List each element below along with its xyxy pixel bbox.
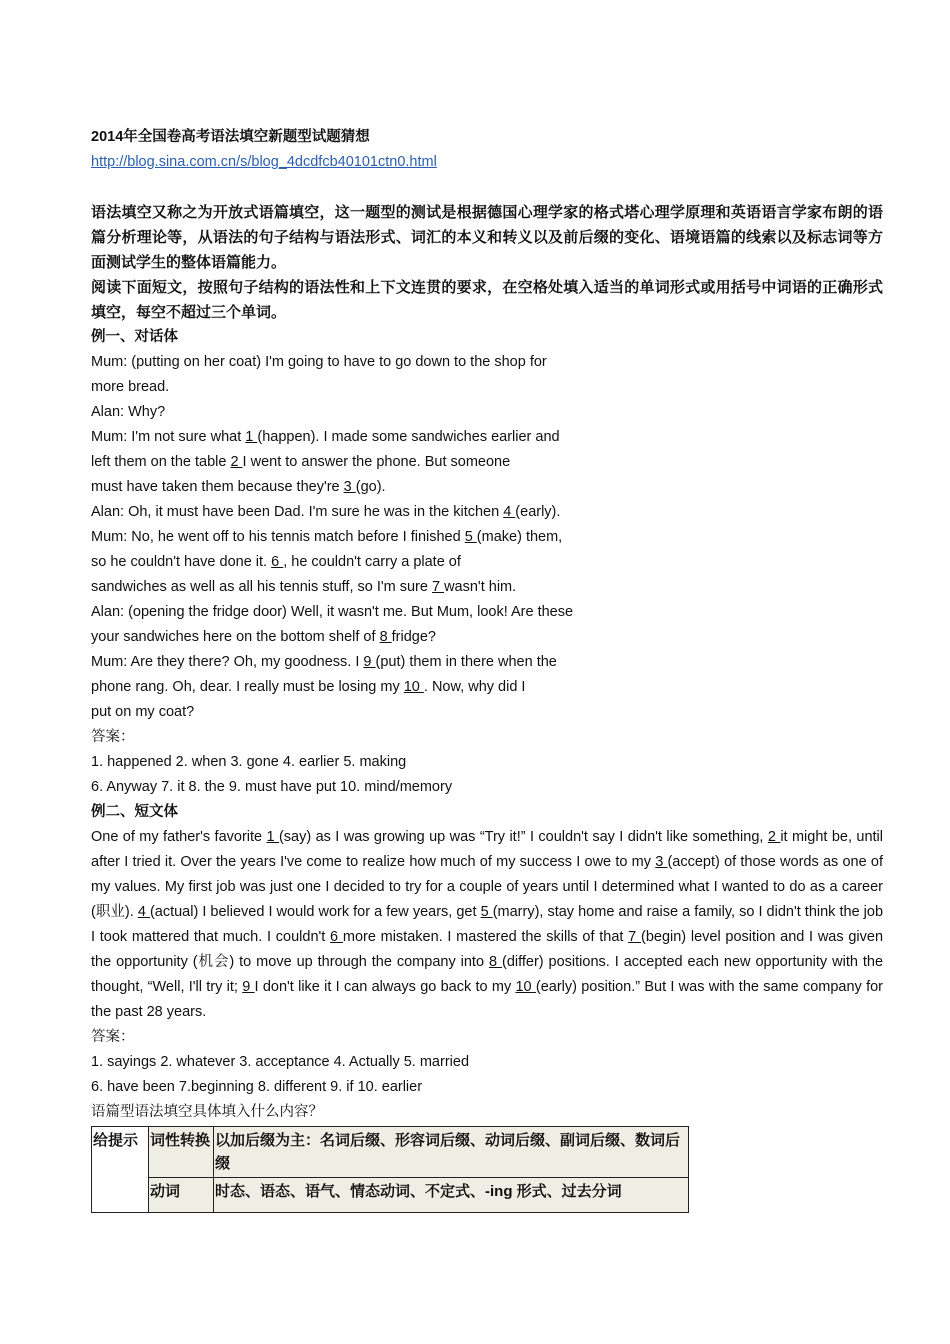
text: , he couldn't carry a plate of (283, 554, 461, 570)
dialogue-line (91, 675, 883, 700)
text: Mum: I'm not sure what (91, 429, 246, 445)
text: it might be, until after I tried it. Over the years I've come to realize how much of my success I owe to my (91, 829, 883, 870)
blank-6: 6 (271, 554, 284, 570)
example1-heading: 例一、对话体 (91, 329, 178, 345)
text: (make) them, (476, 529, 563, 545)
answer-label: 答案： (91, 729, 135, 745)
text: (differ) positions. I accepted each new opportunity with the thought, “Well, I'll try it; (91, 954, 884, 995)
table-cell: 动词 (149, 1178, 214, 1213)
passage-paragraph (91, 825, 883, 1025)
text: ). (124, 904, 138, 920)
table-cell: 给提示 (92, 1127, 149, 1213)
intro-paragraph: 语法填空又称之为开放式语篇填空，这一题型的测试是根据德国心理学家的格式塔心理学原理和英语语言学家布朗的语篇分析理论等，从语法的句子结构与语法形式、词汇的本义和转义以及前后缀的变化、语境语篇的线索以及标志词等方面测试学生的整体语篇能力。 (91, 204, 883, 271)
dialogue-line (91, 425, 883, 450)
text: (happen). I made some sandwiches earlier and (257, 429, 560, 445)
hint-table (91, 1126, 689, 1213)
blank-10: 10 (515, 979, 536, 995)
blank-9: 9 (242, 979, 255, 995)
blank-7: 7 (431, 579, 445, 595)
table-cell: 时态、语态、语气、情态动词、不定式、-ing 形式、过去分词 (214, 1178, 689, 1213)
text: (marry), stay home and raise a family, so I didn't think the job I took mattered that much. I couldn't (91, 904, 884, 945)
text: ) to move up through the company into (229, 954, 489, 970)
text: (put) them in there when the (375, 654, 557, 670)
text: One of my father's favorite (91, 829, 267, 845)
text: phone rang. Oh, dear. I really must be losing my (91, 679, 404, 695)
answer-line: 6. have been 7.beginning 8. different 9. if 10. earlier (91, 1079, 423, 1095)
document-title: 2014年全国卷高考语法填空新题型试题猜想 (91, 129, 370, 145)
dialogue-line (91, 500, 883, 525)
text: Mum: Are they there? Oh, my goodness. I (91, 654, 364, 670)
text: wasn't him. (444, 579, 517, 595)
dialogue-line (91, 525, 883, 550)
blank-5: 5 (464, 529, 477, 545)
dialogue-line (91, 475, 883, 500)
blank-8: 8 (488, 954, 502, 970)
text: (actual) I believed I would work for a few years, get (149, 904, 481, 920)
question-heading: 语篇型语法填空具体填入什么内容？ (91, 1104, 323, 1120)
document-page (91, 125, 883, 1213)
text: fridge? (391, 629, 436, 645)
dialogue-line: put on my coat? (91, 704, 195, 720)
answer-label: 答案： (91, 1029, 135, 1045)
blank-6: 6 (330, 929, 343, 945)
text: (say) as I was growing up was “Try it!” I couldn't say I didn't like something, (278, 829, 768, 845)
text: must have taken them because they're (91, 479, 344, 495)
dialogue-line: more bread. (91, 379, 170, 395)
dialogue-line (91, 625, 883, 650)
answer-line: 6. Anyway 7. it 8. the 9. must have put 10. mind/memory (91, 779, 453, 795)
text: (early) position.” But I was with the same company for the past 28 years. (91, 979, 883, 1020)
spacer (91, 175, 883, 200)
text: I don't like it I can always go back to my (254, 979, 516, 995)
text: . Now, why did I (423, 679, 526, 695)
table-cell: 以加后缀为主：名词后缀、形容词后缀、动词后缀、副词后缀、数词后缀 (214, 1127, 689, 1178)
blank-3: 3 (655, 854, 668, 870)
blank-7: 7 (628, 929, 641, 945)
blank-4: 4 (137, 904, 150, 920)
blank-5: 5 (480, 904, 493, 920)
text: Alan: Oh, it must have been Dad. I'm sure he was in the kitchen (91, 504, 504, 520)
text: (early). (515, 504, 561, 520)
blank-9: 9 (363, 654, 376, 670)
blank-2: 2 (767, 829, 781, 845)
blank-4: 4 (503, 504, 516, 520)
dialogue-line (91, 550, 883, 575)
answer-line: 1. sayings 2. whatever 3. acceptance 4. Actually 5. married (91, 1054, 470, 1070)
dialogue-line: Alan: (opening the fridge door) Well, it wasn't me. But Mum, look! Are these (91, 604, 574, 620)
dialogue-line (91, 450, 883, 475)
dialogue-line: Alan: Why? (91, 404, 166, 420)
dialogue-line (91, 650, 883, 675)
text: sandwiches as well as all his tennis stuff, so I'm sure (91, 579, 432, 595)
blank-2: 2 (230, 454, 243, 470)
source-link[interactable]: http://blog.sina.com.cn/s/blog_4dcdfcb40101ctn0.html (91, 154, 437, 170)
blank-1: 1 (266, 829, 279, 845)
dialogue-line: Mum: (putting on her coat) I'm going to have to go down to the shop for (91, 354, 547, 370)
text: so he couldn't have done it. (91, 554, 272, 570)
example2-heading: 例二、短文体 (91, 804, 178, 820)
text: more mistaken. I mastered the skills of that (342, 929, 629, 945)
blank-1: 1 (245, 429, 258, 445)
blank-10: 10 (403, 679, 424, 695)
text: (accept) of those words as one of my values. My first job was just one I decided to try for a couple of years until I determined what I wanted to do as a career ( (91, 854, 883, 920)
text: (go). (355, 479, 386, 495)
text: left them on the table (91, 454, 231, 470)
instructions-paragraph: 阅读下面短文，按照句子结构的语法性和上下文连贯的要求，在空格处填入适当的单词形式或用括号中词语的正确形式填空，每空不超过三个单词。 (91, 279, 883, 321)
table-cell: 词性转换 (149, 1127, 214, 1178)
dialogue-line (91, 575, 883, 600)
answer-line: 1. happened 2. when 3. gone 4. earlier 5. making (91, 754, 407, 770)
chinese-gloss: 职业 (95, 904, 125, 920)
blank-8: 8 (379, 629, 392, 645)
blank-3: 3 (343, 479, 356, 495)
text: (begin) level position and I was given the opportunity ( (91, 929, 884, 970)
text: your sandwiches here on the bottom shelf of (91, 629, 380, 645)
text: I went to answer the phone. But someone (242, 454, 511, 470)
text: Mum: No, he went off to his tennis match before I finished (91, 529, 465, 545)
chinese-gloss: 机会 (197, 954, 230, 970)
